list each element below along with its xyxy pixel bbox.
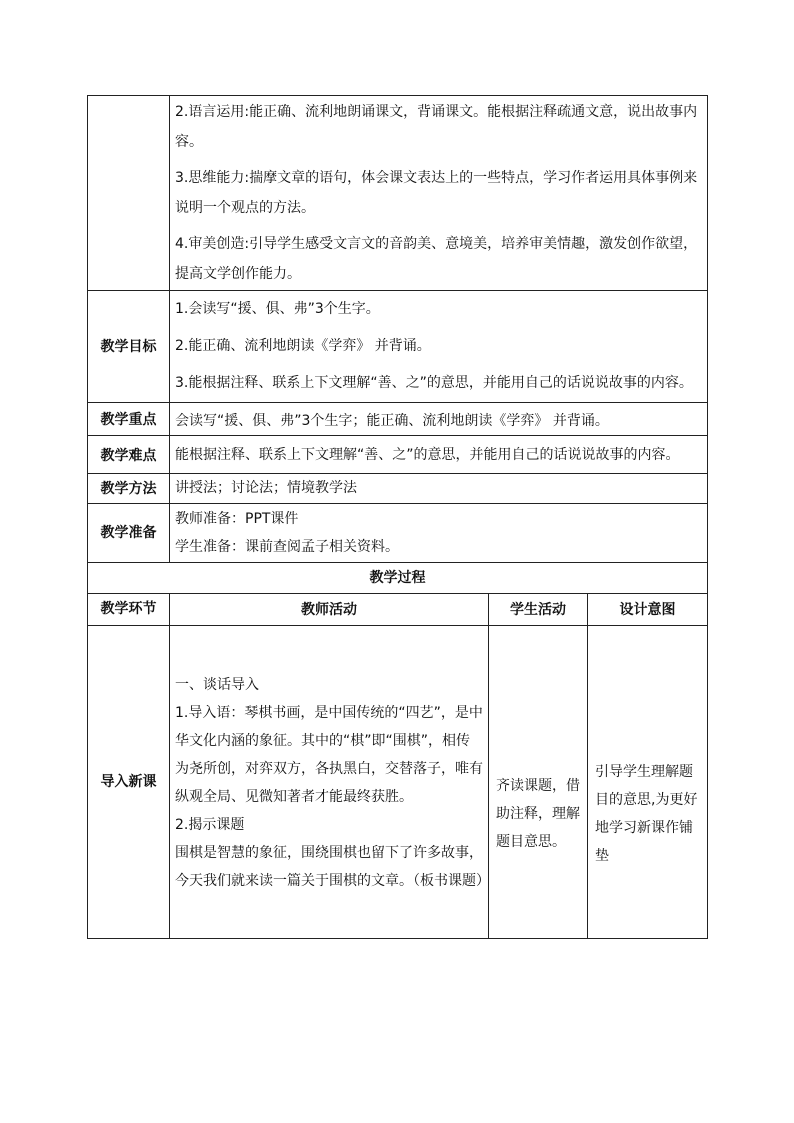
core-literacy-line: 4.审美创造:引导学生感受文言文的音韵美、意境美，培养审美情趣，激发创作欲望，提高文学创作能力。 [175,236,698,282]
intro-row [88,626,708,939]
key-points-label: 教学重点 [88,403,170,436]
teacher-activity-line: 一、谈话导入 [175,677,259,693]
objectives-row [88,291,708,403]
header-design-intent: 设计意图 [588,594,708,626]
core-literacy-line: 3.思维能力:揣摩文章的语句，体会课文表达上的一些特点，学习作者运用具体事例来说明一个观点的方法。 [175,170,698,216]
process-title: 教学过程 [88,563,708,594]
methods-label: 教学方法 [88,474,170,504]
objective-line: 1.会读写“援、俱、弗”3个生字。 [175,301,380,317]
teacher-activity-line: 2.揭示课题 [175,817,245,833]
key-points-text: 会读写“援、俱、弗”3个生字；能正确、流利地朗读《学弈》 并背诵。 [170,403,708,436]
difficulties-label: 教学难点 [88,436,170,474]
preparation-label: 教学准备 [88,504,170,563]
objectives-content [170,291,708,403]
key-points-row [88,403,708,436]
header-teacher-activity: 教师活动 [170,594,489,626]
intro-student-activity: 齐读课题，借助注释，理解题目意思。 [489,626,588,939]
objective-line: 3.能根据注释、联系上下文理解“善、之”的意思，并能用自己的话说说故事的内容。 [175,375,693,391]
preparation-row [88,504,708,563]
intro-design-intent: 引导学生理解题目的意思,为更好地学习新课作铺垫 [588,626,708,939]
process-header-row [88,594,708,626]
intro-stage: 导入新课 [88,626,170,939]
intro-teacher-activity [170,626,489,939]
lesson-plan-table [87,95,708,939]
header-stage: 教学环节 [88,594,170,626]
difficulties-row [88,436,708,474]
process-title-row [88,563,708,594]
teacher-preparation: 教师准备：PPT课件 [175,511,299,527]
header-student-activity: 学生活动 [489,594,588,626]
core-literacy-label-cell [88,96,170,291]
difficulties-text: 能根据注释、联系上下文理解“善、之”的意思，并能用自己的话说说故事的内容。 [170,436,708,474]
student-preparation: 学生准备：课前查阅孟子相关资料。 [175,539,399,555]
preparation-content [170,504,708,563]
core-literacy-row [88,96,708,291]
objective-line: 2.能正确、流利地朗读《学弈》 并背诵。 [175,338,431,354]
teacher-activity-line: 围棋是智慧的象征，围绕围棋也留下了许多故事，今天我们就来读一篇关于围棋的文章。（板书课题） [175,845,490,889]
teacher-activity-line: 1.导入语：琴棋书画，是中国传统的“四艺”，是中华文化内涵的象征。其中的“棋”即“围棋”，相传为尧所创，对弈双方，各执黑白，交替落子，唯有纵观全局、见微知著者才能最终获胜。 [175,705,483,805]
methods-row [88,474,708,504]
core-literacy-content [170,96,708,291]
objectives-label: 教学目标 [88,291,170,403]
core-literacy-line: 2.语言运用:能正确、流利地朗诵课文，背诵课文。能根据注释疏通文意，说出故事内容。 [175,104,698,150]
methods-text: 讲授法；讨论法；情境教学法 [170,474,708,504]
